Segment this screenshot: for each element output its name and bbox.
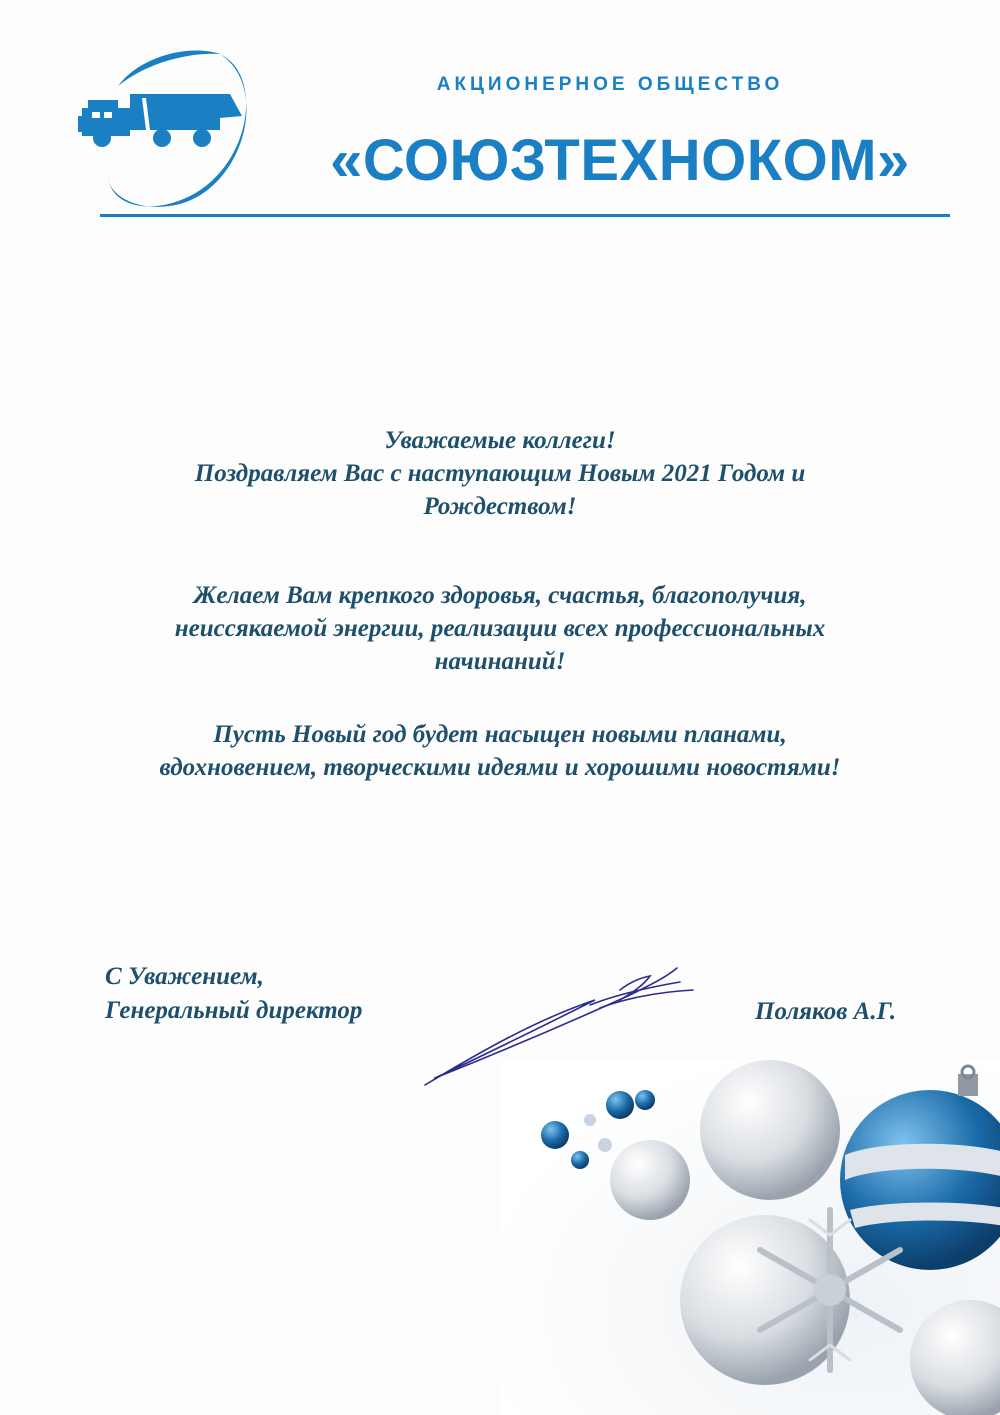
wish-line: Желаем Вам крепкого здоровья, счастья, благополучия,: [193, 582, 807, 609]
letterhead-divider: [100, 214, 950, 217]
company-logo-icon: [70, 46, 260, 216]
wish-paragraph: [60, 579, 940, 678]
wish-line: начинаний!: [434, 648, 566, 675]
wish-line: неиссякаемой энергии, реализации всех профессиональных: [174, 615, 826, 642]
greeting-paragraph: [60, 424, 940, 523]
signer-position: Генеральный директор: [105, 997, 363, 1024]
organization-type: АКЦИОНЕРНОЕ ОБЩЕСТВО: [436, 74, 784, 95]
signer-name: Поляков А.Г.: [755, 998, 897, 1025]
organization-name: «СОЮЗТЕХНОКОМ»: [330, 128, 910, 193]
greeting-line: Уважаемые коллеги!: [384, 427, 616, 454]
hope-line: Пусть Новый год будет насыщен новыми планами,: [213, 721, 787, 748]
closing-block: [105, 960, 362, 1028]
hope-line: вдохновением, творческими идеями и хорошими новостями!: [159, 754, 841, 781]
regards-text: С Уважением,: [105, 963, 264, 990]
greeting-line: Поздравляем Вас с наступающим Новым 2021 Годом и: [194, 460, 806, 487]
christmas-ornaments-icon: [500, 1060, 1000, 1415]
greeting-line: Рождеством!: [423, 493, 577, 520]
hope-paragraph: [60, 718, 940, 784]
